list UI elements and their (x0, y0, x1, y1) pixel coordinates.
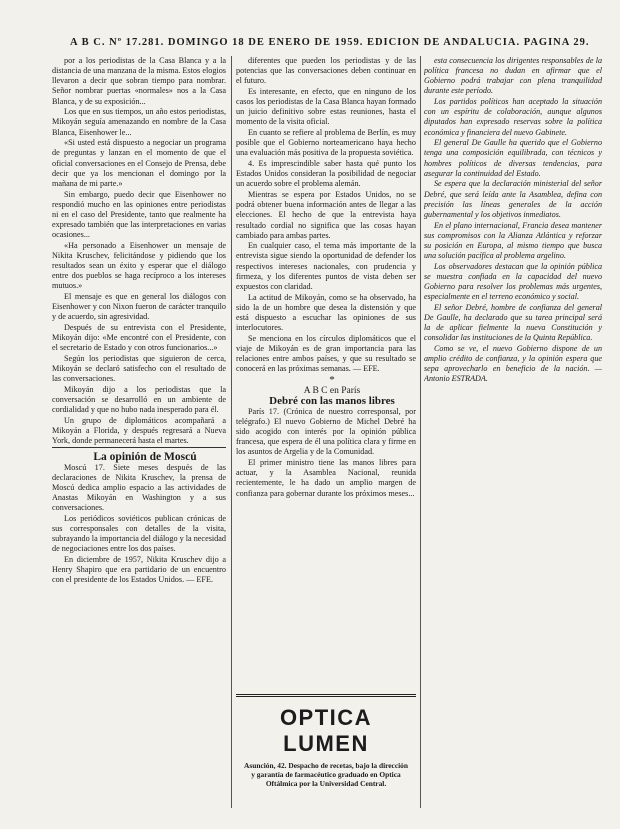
article-paragraph: Es interesante, en efecto, que en ninguno de los casos los periodistas de la Casa Blanca hayan formado un juicio definitivo sobre estas reuniones, hasta el momento de la visita oficial. (236, 86, 416, 127)
article-paragraph: Como se ve, el nuevo Gobierno dispone de un amplio crédito de confianza, y la opinión espera que sepa aprovecharlo en beneficio de la nación. — Antonio ESTRADA. (424, 343, 602, 384)
column-rule-right (420, 56, 421, 808)
section-subheading-paris: A B C en París (303, 385, 361, 396)
advertisement-optica-lumen (236, 694, 416, 805)
article-paragraph: esta consecuencia los dirigentes responsables de la política francesa no dudan en afirmar que el Gobierno podrá trabajar con plena tranquilidad durante este período. (424, 56, 602, 96)
article-paragraph: diferentes que pueden los periodistas y de las potencias que las conversaciones deben continuar en el futuro. (236, 56, 416, 86)
section-heading-debre: Debré con las manos libres (269, 395, 395, 408)
article-paragraph: por a los periodistas de la Casa Blanca y a la distancia de una manzana de la misma. Estos elogios llevaron a decir que sobran tiempo para nombrar. Señor nombrar puertas «normales» nos a la Casa Blanca, y de su exposición... (52, 56, 226, 106)
page-masthead: A B C. Nº 17.281. DOMINGO 18 DE ENERO DE 1959. EDICION DE ANDALUCIA. PAGINA 29. (70, 37, 590, 48)
article-paragraph: «Si usted está dispuesto a negociar un programa de preguntas y lanzan en el momento de que el oficial conversaciones en el Consejo de Prensa, debe decir que ya los mencionan el domingo por la mañana de mi parte.» (52, 138, 226, 188)
article-paragraph: Los observadores destacan que la opinión pública se muestra confiada en la capacidad del nuevo Gobierno para resolver los problemas más urgentes, especialmente en el terreno económico y social. (424, 261, 602, 302)
article-paragraph: El primer ministro tiene las manos libres para actuar, y la Asamblea Nacional, reunida recientemente, le ha dado un amplio margen de confianza para gobernar durante los próximos meses... (236, 458, 416, 498)
article-paragraph: Mientras se espera por Estados Unidos, no se podrá obtener buena información antes de llegar a las elecciones. El hecho de que la entrevista haya resultado cordial no significa que las cosas hayan cambiado para ambas partes. (236, 190, 416, 240)
article-paragraph: Se espera que la declaración ministerial del señor Debré, que será leída ante la Asamblea, defina con precisión las líneas generales de la acción gubernamental y los objetivos inmediatos. (424, 179, 602, 219)
column-left (52, 56, 226, 806)
article-paragraph: En diciembre de 1957, Nikita Kruschev dijo a Henry Shapiro que era partidario de un encuentro con el presidente de los Estados Unidos. — EFE. (52, 555, 226, 585)
article-paragraph: Después de su entrevista con el Presidente, Mikoyán dijo: «Me encontré con el Presidente, con el secretario de Estado y con otros funcionarios...» (52, 323, 226, 353)
article-paragraph: Un grupo de diplomáticos acompañará a Mikoyán a Florida, y después regresará a Nueva York, donde permanecerá hasta el martes. (52, 415, 226, 446)
article-paragraph: 4. Es imprescindible saber hasta qué punto los Estados Unidos consideran la posibilidad de negociar un acuerdo sobre el problema alemán. (236, 159, 416, 189)
ad-brand-name: OPTICA LUMEN (279, 705, 373, 756)
article-paragraph: «Ha personado a Eisenhower un mensaje de Nikita Kruschev, felicitándose y pidiendo que los resultados sean un éxito y esperar que el diálogo entre dos pueblos se haga recíproco a los intereses mutuos.» (52, 240, 226, 291)
section-heading-moscu: La opinión de Moscú (52, 447, 226, 462)
article-paragraph: Los periódicos soviéticos publican crónicas de sus corresponsales con detalles de la visita, subrayando la importancia del diálogo y la necesidad de negociaciones entre los dos países. (52, 513, 226, 554)
article-paragraph: París 17. (Crónica de nuestro corresponsal, por telégrafo.) El nuevo Gobierno de Michel Debré ha sido acogido con interés por la opinión pública francesa, que espera de él una política clara y firme en los asuntos de Argelia y de la Comunidad. (236, 406, 416, 457)
article-paragraph: En cualquier caso, el tema más importante de la entrevista sigue siendo la oportunidad de defender los respectivos intereses nacionales, con prudencia y firmeza, y los diferentes puntos de vista deben ser expuestos con claridad. (236, 241, 416, 291)
article-paragraph: Los que en sus tiempos, un año estos periodistas, Mikoyán seguía amenazando en nombre de la Casa Blanca, Eisenhower le... (52, 107, 226, 137)
article-paragraph: Se menciona en los círculos diplomáticos que el viaje de Mikoyán es de gran importancia para las relaciones entre ambos países, y que su resultado se conocerá en las próximas semanas. — EFE. (236, 333, 416, 374)
article-paragraph: En cuanto se refiere al problema de Berlín, es muy posible que el Gobierno norteamericano haya hecho una evaluación más positiva de la propuesta soviética. (236, 128, 416, 158)
ad-body-text: Asunción, 42. Despacho de recetas, bajo la dirección y garantía de farmacéutico graduado en Optica Oftálmica por la Universidad Central. (244, 761, 408, 788)
article-paragraph: El general De Gaulle ha querido que el Gobierno tenga una composición equilibrada, con técnicos y hombres políticos de diversas tendencias, para asegurar la continuidad del Estado. (424, 138, 602, 178)
article-paragraph: La actitud de Mikoyán, como se ha observado, ha sido la de un hombre que desea la distensión y que está dispuesto a escuchar las opiniones de sus interlocutores. (236, 292, 416, 333)
article-paragraph: Según los periodistas que siguieron de cerca, Mikoyán se declaró satisfecho con el resultado de las conversaciones. (52, 354, 226, 384)
separator-star: * (329, 373, 335, 386)
article-paragraph: El mensaje es que en general los diálogos con Eisenhower y con Nixon fueron de carácter tranquilo y de acuerdo, sin agresividad. (52, 292, 226, 322)
column-rule-left (231, 56, 232, 808)
article-paragraph: Moscú 17. Siete meses después de las declaraciones de Nikita Kruschev, la prensa de Moscú dedica amplio espacio a las actividades de Anastas Mikoyán en Washington y a sus conversaciones. (52, 462, 226, 513)
article-paragraph: En el plano internacional, Francia desea mantener sus compromisos con la Alianza Atlántica y reforzar su posición en Europa, al mismo tiempo que busca una solución pacífica al problema argelino. (424, 220, 602, 260)
article-paragraph: Mikoyán dijo a los periodistas que la conversación se desarrolló en un ambiente de cordialidad y que no hubo nada inesperado para él. (52, 385, 226, 415)
article-paragraph: Sin embargo, puedo decir que Eisenhower no respondió mucho en las opiniones entre periodistas ni en el caso del Presidente, tanto que realmente ha expresado también que las interpretaciones en varias ocasiones... (52, 189, 226, 240)
article-paragraph: Los partidos políticos han aceptado la situación con un espíritu de colaboración, aunque algunos diputados han expresado reservas sobre la política económica y financiera del nuevo Gabinete. (424, 97, 602, 137)
article-paragraph: El señor Debré, hombre de confianza del general De Gaulle, ha declarado que su tarea principal será la de aplicar fielmente la nueva Constitución y consolidar las instituciones de la Quinta República. (424, 302, 602, 343)
column-right (424, 56, 602, 806)
